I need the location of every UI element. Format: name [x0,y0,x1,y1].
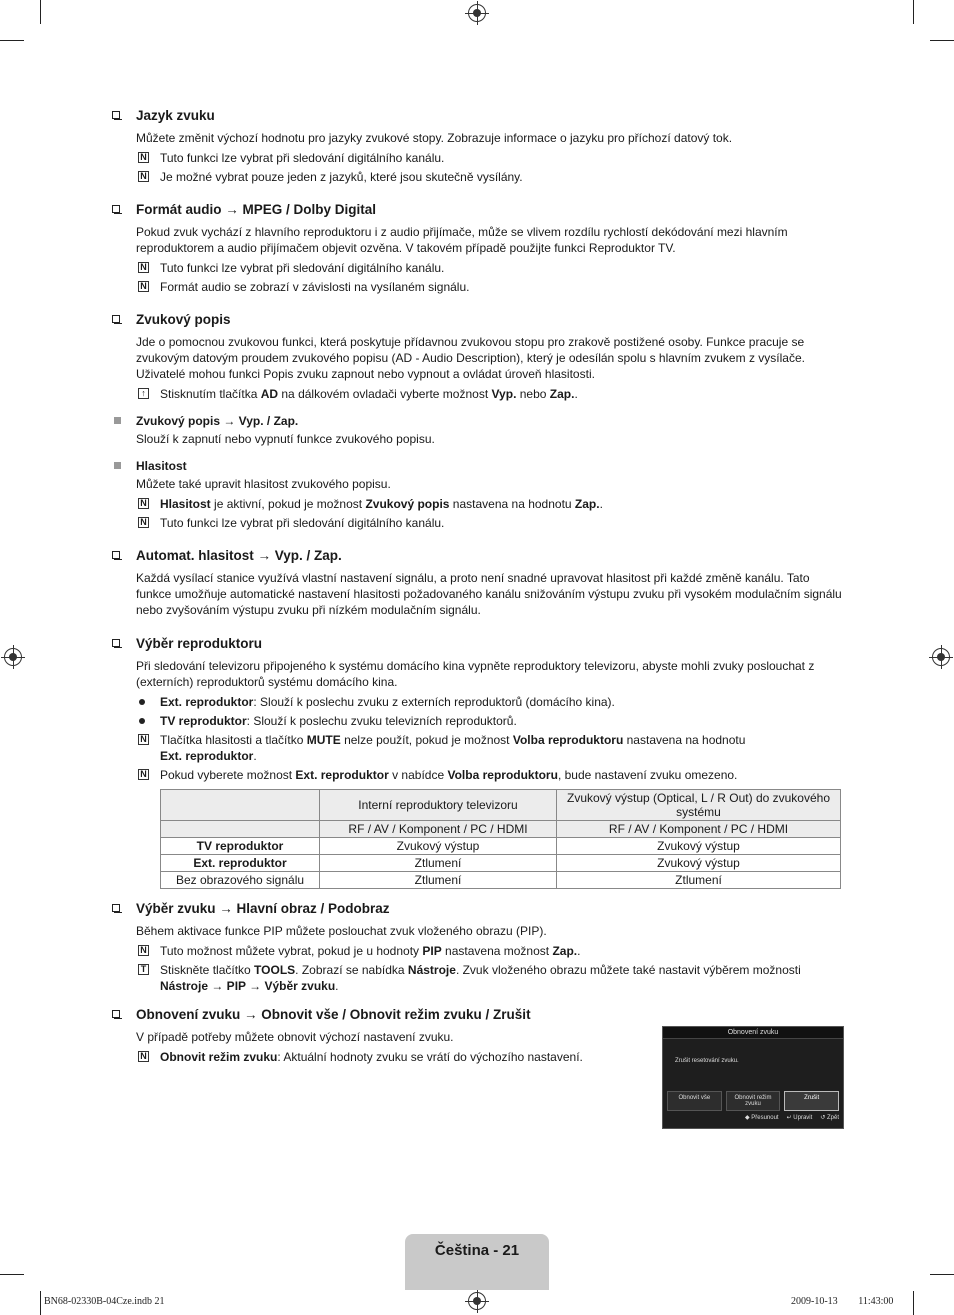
osd-message: Zrušit resetování zvuku. [675,1058,739,1064]
section-title: Zvukový popis [112,312,842,327]
table-cell: TV reproduktor [161,838,320,855]
registration-mark-icon [468,1292,486,1310]
page-number-tab [405,1234,549,1290]
bullet-icon [139,699,145,705]
remote-icon: ↑ [138,388,149,399]
subsection-body: Slouží k zapnutí nebo vypnutí funkce zvukového popisu. [136,432,435,446]
subsection-body: Můžete také upravit hlasitost zvukového popisu. [136,477,391,491]
back-hint: ↺ Zpět [820,1115,839,1121]
reset-sound-mode-button[interactable]: Obnovit režim zvuku [726,1091,781,1111]
subsection-title: Hlasitost [112,459,842,473]
checkbox-icon [112,551,120,559]
osd-footer [745,1114,839,1121]
note: N Tuto funkci lze vybrat při sledování digitálního kanálu. [136,150,842,166]
section-body: Jde o pomocnou zvukovou funkci, která poskytuje přídavnou zvukovou stopu pro zrakově postižené osoby. Funkce pracuje se zvukovým datovým proudem zvukového popisu (AD - Audio Description), který je odesílán spolu s hlavním zvukem z vysílače. Uživatelé mohou funkci Popis zvuku zapnout nebo vypnout a ovládat úroveň hlasitosti. [136,335,805,381]
section-title: Automat. hlasitost → Vyp. / Zap. [112,548,842,563]
table-header-cell: RF / AV / Komponent / PC / HDMI [320,821,557,838]
crop-mark [0,1274,24,1275]
note: N Hlasitost je aktivní, pokud je možnost Zvukový popis nastavena na hodnotu Zap.. [136,496,842,512]
note: N Obnovit režim zvuku: Aktuální hodnoty zvuku se vrátí do výchozího nastavení. [136,1049,842,1065]
section-title: Jazyk zvuku [112,108,842,123]
table-cell: Ztlumení [320,855,557,872]
table-row [161,872,841,889]
note: N Formát audio se zobrazí v závislosti na vysílaném signálu. [136,279,842,295]
cancel-button[interactable]: Zrušit [784,1091,839,1111]
table-header-cell: Interní reproduktory televizoru [320,790,557,821]
checkbox-icon [112,1010,120,1018]
registration-mark-icon [4,648,22,666]
section-body: Můžete změnit výchozí hodnotu pro jazyky zvukové stopy. Zobrazuje informace o jazyku pro příchozí datový tok. [136,131,733,145]
note-icon: N [138,734,149,745]
table-cell: Ztlumení [557,872,841,889]
note-icon: N [138,1051,149,1062]
section-body: Při sledování televizoru připojeného k systému domácího kina vypněte reproduktory televizoru, abyste mohli zvuky poslouchat z (externích) reproduktorů systému domácího kina. [136,659,815,689]
subsection-title: Zvukový popis → Vyp. / Zap. [112,414,842,428]
checkbox-icon [112,639,120,647]
reset-all-button[interactable]: Obnovit vše [667,1091,722,1111]
crop-mark [40,0,41,24]
table-header-row [161,790,841,821]
bullet-icon [139,718,145,724]
section-body: Pokud zvuk vychází z hlavního reproduktoru i z audio přijímače, může se vlivem rozdílu rychlostí dekódování mezi hlavním reproduktorem a audio přijímačem objevit ozvěna. V takovém případě použijte funkci Reproduktor TV. [136,225,788,255]
note: N Pokud vyberete možnost Ext. reproduktor v nabídce Volba reproduktoru, bude nastavení zvuku omezeno. [136,767,842,783]
footer-left: BN68-02330B-04Cze.indb 21 [44,1296,165,1307]
note-icon: N [138,262,149,273]
section-body: Během aktivace funkce PIP můžete poslouchat zvuk vloženého obrazu (PIP). [136,924,547,938]
bullet-item: TV reproduktor: Slouží k poslechu zvuku televizních reproduktorů. [136,713,842,729]
note: ↑ Stisknutím tlačítka AD na dálkovém ovladači vyberte možnost Vyp. nebo Zap.. [136,386,842,402]
note: N Tuto možnost můžete vybrat, pokud je u hodnoty PIP nastavena možnost Zap.. [136,943,842,959]
note: T Stiskněte tlačítko TOOLS. Zobrazí se nabídka Nástroje. Zvuk vloženého obrazu můžete také nastavit výběrem možnosti Nástroje → PIP → Výběr zvuku. [136,962,842,994]
section-title: Výběr zvuku → Hlavní obraz / Podobraz [112,901,842,916]
note-icon: N [138,498,149,509]
table-cell: Bez obrazového signálu [161,872,320,889]
checkbox-icon [112,315,120,323]
square-bullet-icon [114,417,121,424]
edit-hint: ↵ Upravit [786,1115,813,1121]
section-body: V případě potřeby můžete obnovit výchozí nastavení zvuku. [136,1030,454,1044]
note-icon: N [138,945,149,956]
manual-content [112,108,842,1068]
note-icon: N [138,517,149,528]
checkbox-icon [112,904,120,912]
note: N Je možné vybrat pouze jeden z jazyků, které jsou skutečně vysílány. [136,169,842,185]
move-hint: ◆ Přesunout [744,1115,779,1121]
note: N Tuto funkci lze vybrat při sledování digitálního kanálu. [136,260,842,276]
speaker-table [160,789,841,889]
bullet-item: Ext. reproduktor: Slouží k poslechu zvuku z externích reproduktorů (domácího kina). [136,694,842,710]
table-cell: Zvukový výstup [557,855,841,872]
crop-mark [930,1274,954,1275]
note-icon: N [138,171,149,182]
square-bullet-icon [114,462,121,469]
footer-right: 2009-10-13 ￿￿ 11:43:00 [791,1296,894,1307]
table-header-cell: Zvukový výstup (Optical, L / R Out) do zvukového systému [557,790,841,821]
table-row [161,838,841,855]
table-cell: Ext. reproduktor [161,855,320,872]
table-cell: Zvukový výstup [557,838,841,855]
registration-mark-icon [932,648,950,666]
checkbox-icon [112,111,120,119]
section-title: Formát audio → MPEG / Dolby Digital [112,202,842,217]
section-body: Každá vysílací stanice využívá vlastní nastavení signálu, a proto není snadné upravovat hlasitost při každé změně kanálu. Tato funkce umožňuje automatické nastavení hlasitosti požadovaného kanálu snižováním výstupu zvuku při vysokém modulačním signálu nebo zvyšováním výstupu zvuku při nízkém modulačním signálu. [136,571,842,617]
table-row [161,855,841,872]
osd-dialog [662,1026,844,1129]
table-header-cell [161,821,320,838]
table-header-cell: RF / AV / Komponent / PC / HDMI [557,821,841,838]
crop-mark [930,40,954,41]
table-cell: Zvukový výstup [320,838,557,855]
crop-mark [40,1291,41,1315]
note-icon: N [138,281,149,292]
osd-buttons [667,1091,839,1111]
table-subheader-row [161,821,841,838]
note: N Tlačítka hlasitosti a tlačítko MUTE nelze použít, pokud je možnost Volba reproduktoru nastavena na hodnotu Ext. reproduktor. [136,732,842,764]
crop-mark [913,0,914,24]
note-icon: N [138,769,149,780]
note-icon: N [138,152,149,163]
table-header-cell [161,790,320,821]
crop-mark [0,40,24,41]
table-cell: Ztlumení [320,872,557,889]
page-label: Čeština - 21 [434,1242,520,1259]
osd-title: Obnovení zvuku [663,1027,843,1039]
section-title: Obnovení zvuku → Obnovit vše / Obnovit režim zvuku / Zrušit [112,1007,842,1022]
note: N Tuto funkci lze vybrat při sledování digitálního kanálu. [136,515,842,531]
crop-mark [913,1291,914,1315]
checkbox-icon [112,205,120,213]
section-title: Výběr reproduktoru [112,636,842,651]
registration-mark-icon [468,4,486,22]
tools-icon: T [138,964,149,975]
